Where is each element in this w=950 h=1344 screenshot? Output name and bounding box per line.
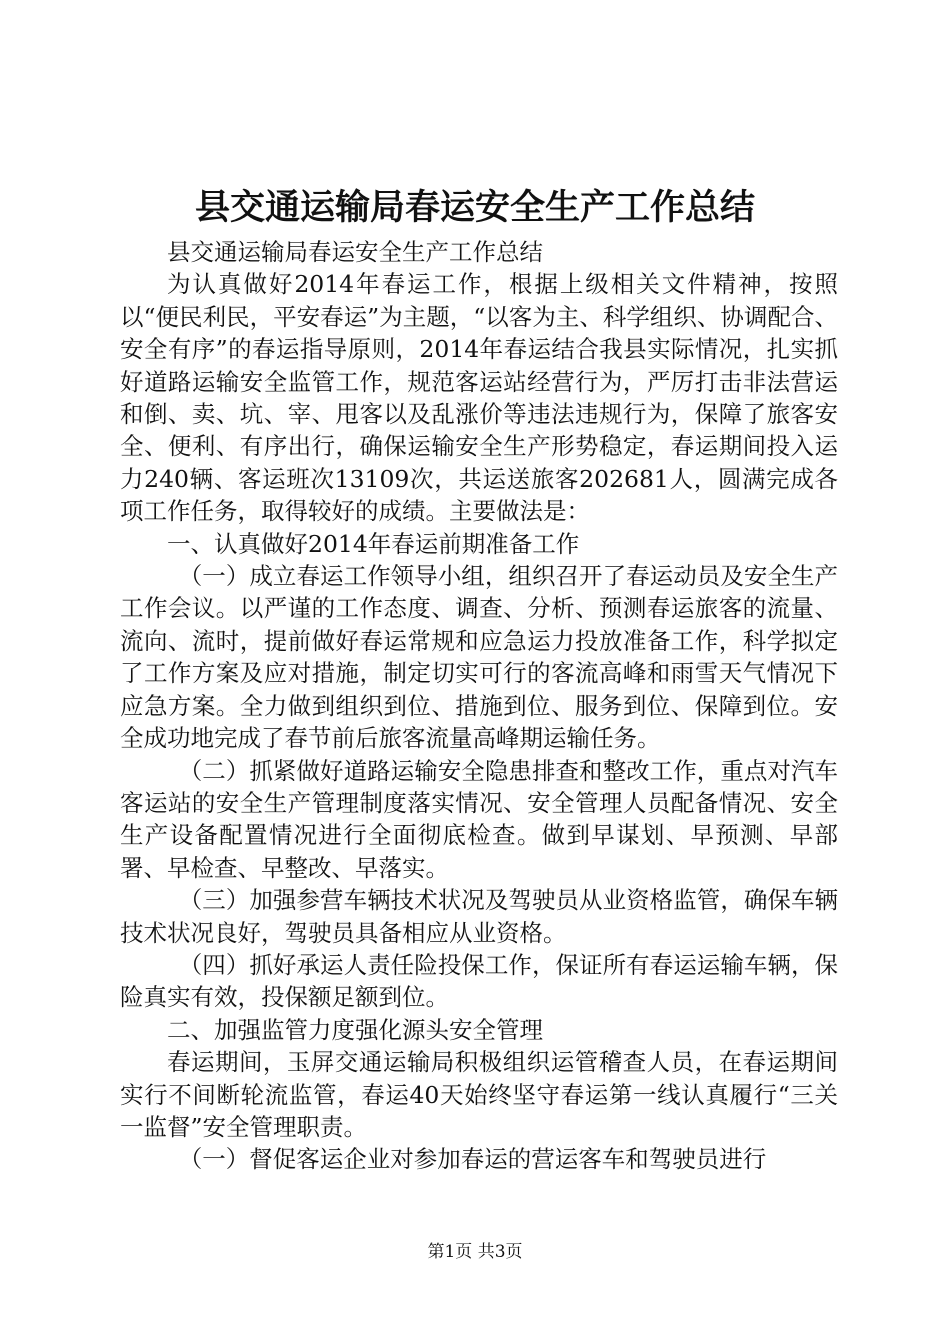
paragraph-item-1-2: （二）抓紧做好道路运输安全隐患排查和整改工作，重点对汽车客运站的安全生产管理制度落实情况、安全管理人员配备情况、安全生产设备配置情况进行全面彻底检查。做到早谋划、早预测、早部署、早检查、早整改、早落实。 [120, 756, 838, 882]
paragraph-section-2: 春运期间，玉屏交通运输局积极组织运管稽查人员，在春运期间实行不间断轮流监管，春运40天始终坚守春运第一线认真履行“三关一监督”安全管理职责。 [120, 1048, 838, 1141]
paragraph-item-1-1: （一）成立春运工作领导小组，组织召开了春运动员及安全生产工作会议。以严谨的工作态度、调查、分析、预测春运旅客的流量、流向、流时，提前做好春运常规和应急运力投放准备工作，科学拟定了工作方案及应对措施，制定切实可行的客流高峰和雨雪天气情况下应急方案。全力做到组织到位、措施到位、服务到位、保障到位。安全成功地完成了春节前后旅客流量高峰期运输任务。 [120, 562, 838, 753]
document-body [120, 236, 838, 1176]
paragraph-intro: 为认真做好2014年春运工作，根据上级相关文件精神，按照以“便民利民，平安春运”为主题，“以客为主、科学组织、协调配合、安全有序”的春运指导原则，2014年春运结合我县实际情况，扎实抓好道路运输安全监管工作，规范客运站经营行为，严厉打击非法营运和倒、卖、坑、宰、甩客以及乱涨价等违法违规行为，保障了旅客安全、便利、有序出行，确保运输安全生产形势稳定，春运期间投入运力240辆、客运班次13109次，共运送旅客202681人，圆满完成各项工作任务，取得较好的成绩。主要做法是： [120, 270, 838, 526]
section-heading-1: 一、认真做好2014年春运前期准备工作 [167, 529, 580, 558]
paragraph-subtitle: 县交通运输局春运安全生产工作总结 [167, 238, 543, 266]
paragraph-item-1-4: （四）抓好承运人责任险投保工作，保证所有春运运输车辆，保险真实有效，投保额足额到位。 [120, 950, 838, 1012]
document-title: 县交通运输局春运安全生产工作总结 [194, 187, 755, 228]
page-footer: 第1页 共3页 [427, 1242, 523, 1262]
paragraph-item-2-1: （一）督促客运企业对参加春运的营运客车和驾驶员进行 [178, 1145, 767, 1174]
section-heading-2: 二、加强监管力度强化源头安全管理 [167, 1015, 543, 1044]
paragraph-item-1-3: （三）加强参营车辆技术状况及驾驶员从业资格监管，确保车辆技术状况良好，驾驶员具备相应从业资格。 [120, 886, 838, 947]
